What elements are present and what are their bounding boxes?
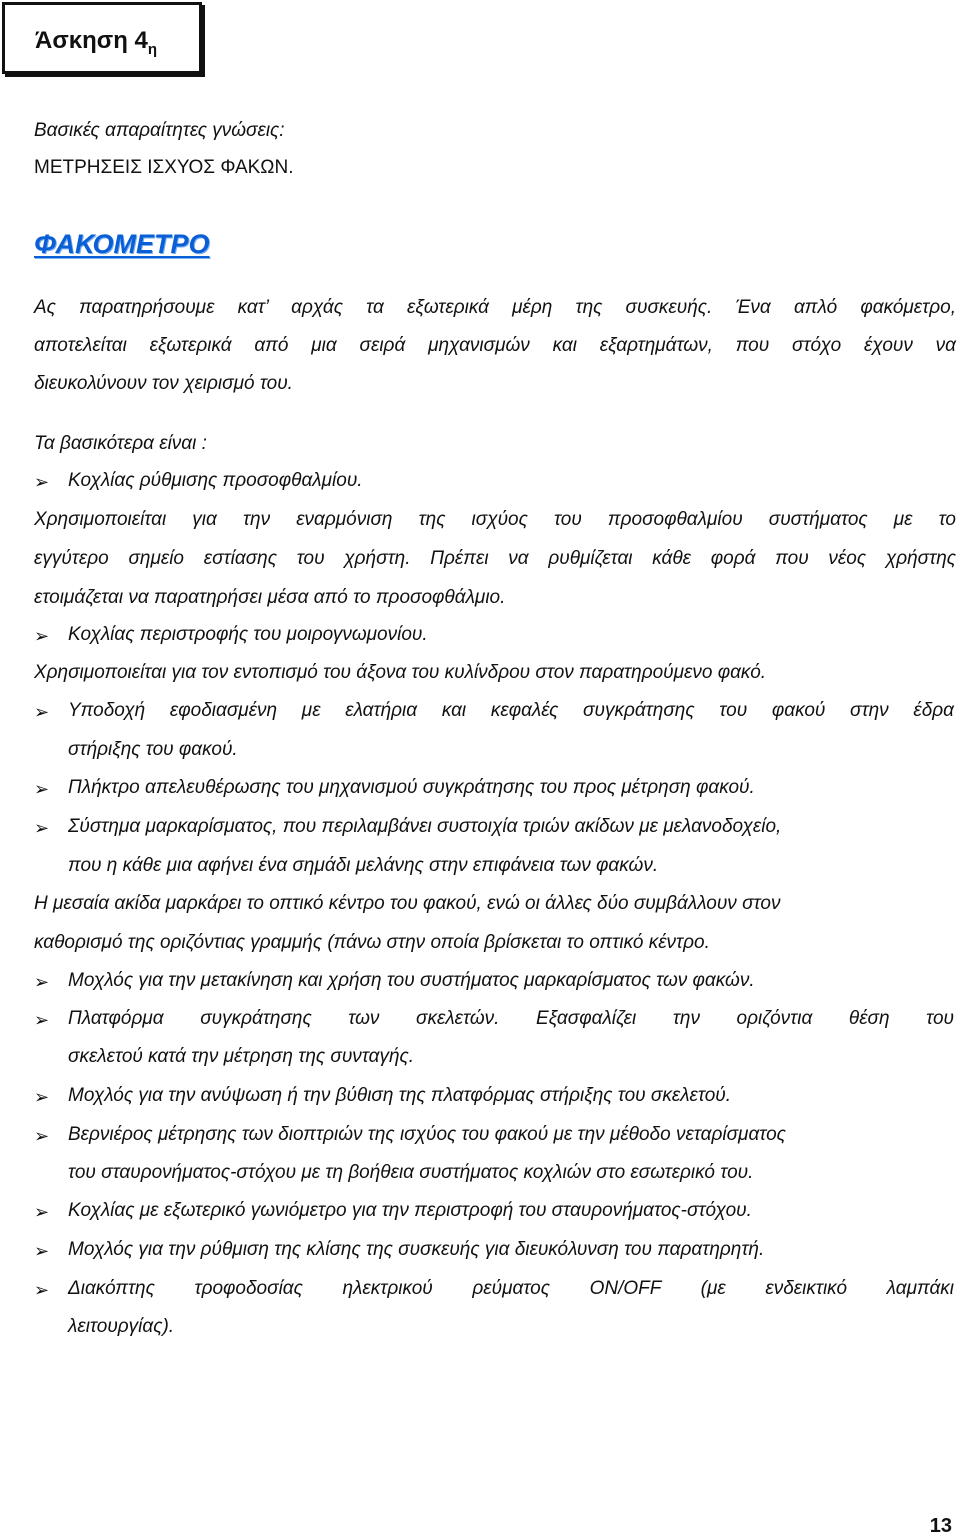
title-box [2, 2, 202, 74]
intro-line-2: αποτελείται εξωτερικά από μια σειρά μηχανισμών και εξαρτημάτων, που στόχο έχουν να [34, 335, 956, 356]
paragraph-protractor: Χρησιμοποιείται για τον εντοπισμό του άξονα του κυλίνδρου στον παρατηρούμενο φακό. [34, 662, 767, 683]
list-item-marking-lever: Μοχλός για την μετακίνηση και χρήση του συστήματος μαρκαρίσματος των φακών. [68, 970, 755, 991]
prerequisites-value: ΜΕΤΡΗΣΕΙΣ ΙΣΧΥΟΣ ΦΑΚΩΝ. [34, 157, 294, 178]
bullet-icon: ➢ [34, 1087, 50, 1107]
intro-line-3: διευκολύνουν τον χειρισμό του. [34, 373, 293, 394]
bullet-icon: ➢ [34, 779, 50, 799]
list-item-tilt-lever: Μοχλός για την ρύθμιση της κλίσης της συσκευής για διευκόλυνση του παρατηρητή. [68, 1239, 765, 1260]
list-item-vernier-line-1: Βερνιέρος μέτρησης των διοπτριών της ισχύος του φακού με την μέθοδο νεταρίσματος [68, 1124, 786, 1145]
list-item-platform-lever: Μοχλός για την ανύψωση ή την βύθιση της πλατφόρμας στήριξης του σκελετού. [68, 1085, 732, 1106]
exercise-title-main: Άσκηση 4 [35, 27, 148, 54]
main-parts-label: Τα βασικότερα είναι : [34, 433, 207, 454]
list-item-power-switch-line-1: Διακόπτης τροφοδοσίας ηλεκτρικού ρεύματος ON/OFF (με ενδεικτικό λαμπάκι [68, 1278, 954, 1299]
list-item-lens-holder-line-2: στήριξης του φακού. [68, 739, 238, 760]
bullet-icon: ➢ [34, 702, 50, 722]
paragraph-marking-line-2: καθορισμό της οριζόντιας γραμμής (πάνω στην οποία βρίσκεται το οπτικό κέντρο. [34, 932, 710, 953]
paragraph-marking-line-1: Η μεσαία ακίδα μαρκάρει το οπτικό κέντρο του φακού, ενώ οι άλλες δύο συμβάλλουν στον [34, 893, 781, 914]
paragraph-eyepiece-line-1: Χρησιμοποιείται για την εναρμόνιση της ισχύος του προσοφθαλμίου συστήματος με το [34, 509, 956, 530]
exercise-title-suffix: η [147, 41, 158, 58]
bullet-icon: ➢ [34, 1126, 50, 1146]
bullet-icon: ➢ [34, 1202, 50, 1222]
bullet-icon: ➢ [34, 1241, 50, 1261]
list-item-marking-system-line-2: που η κάθε μια αφήνει ένα σημάδι μελάνης στην επιφάνεια των φακών. [68, 855, 659, 876]
list-item-frame-platform-line-2: σκελετού κατά την μέτρηση της συνταγής. [68, 1046, 415, 1067]
intro-line-1: Ας παρατηρήσουμε κατ’ αρχάς τα εξωτερικά μέρη της συσκευής. Ένα απλό φακόμετρο, [34, 297, 956, 318]
list-item-frame-platform-line-1: Πλατφόρμα συγκράτησης των σκελετών. Εξασφαλίζει την οριζόντια θέση του [68, 1008, 954, 1029]
bullet-icon: ➢ [34, 972, 50, 992]
page-number: 13 [929, 1515, 952, 1537]
exercise-title [35, 27, 158, 58]
list-item-marking-system-line-1: Σύστημα μαρκαρίσματος, που περιλαμβάνει συστοιχία τριών ακίδων με μελανοδοχείο, [68, 816, 782, 837]
list-item-goniometer-screw: Κοχλίας με εξωτερικό γωνιόμετρο για την περιστροφή του σταυρονήματος-στόχου. [68, 1200, 752, 1221]
section-heading: ΦΑΚΟΜΕΤΡΟ [34, 229, 210, 259]
list-item-protractor-screw: Κοχλίας περιστροφής του μοιρογνωμονίου. [68, 624, 428, 645]
bullet-icon: ➢ [34, 472, 50, 492]
list-item-release-key: Πλήκτρο απελευθέρωσης του μηχανισμού συγκράτησης του προς μέτρηση φακού. [68, 777, 755, 798]
list-item-power-switch-line-2: λειτουργίας). [68, 1316, 175, 1337]
prerequisites-label: Βασικές απαραίτητες γνώσεις: [34, 120, 285, 141]
bullet-icon: ➢ [34, 818, 50, 838]
list-item-eyepiece-screw: Κοχλίας ρύθμισης προσοφθαλμίου. [68, 470, 363, 491]
paragraph-eyepiece-line-3: ετοιμάζεται να παρατηρήσει μέσα από το προσοφθάλμιο. [34, 587, 506, 608]
list-item-lens-holder-line-1: Υποδοχή εφοδιασμένη με ελατήρια και κεφαλές συγκράτησης του φακού στην έδρα [68, 700, 954, 721]
bullet-icon: ➢ [34, 626, 50, 646]
bullet-icon: ➢ [34, 1280, 50, 1300]
paragraph-eyepiece-line-2: εγγύτερο σημείο εστίασης του χρήστη. Πρέπει να ρυθμίζεται κάθε φορά που νέος χρήστης [34, 548, 956, 569]
list-item-vernier-line-2: του σταυρονήματος-στόχου με τη βοήθεια συστήματος κοχλιών στο εσωτερικό του. [68, 1162, 754, 1183]
bullet-icon: ➢ [34, 1010, 50, 1030]
